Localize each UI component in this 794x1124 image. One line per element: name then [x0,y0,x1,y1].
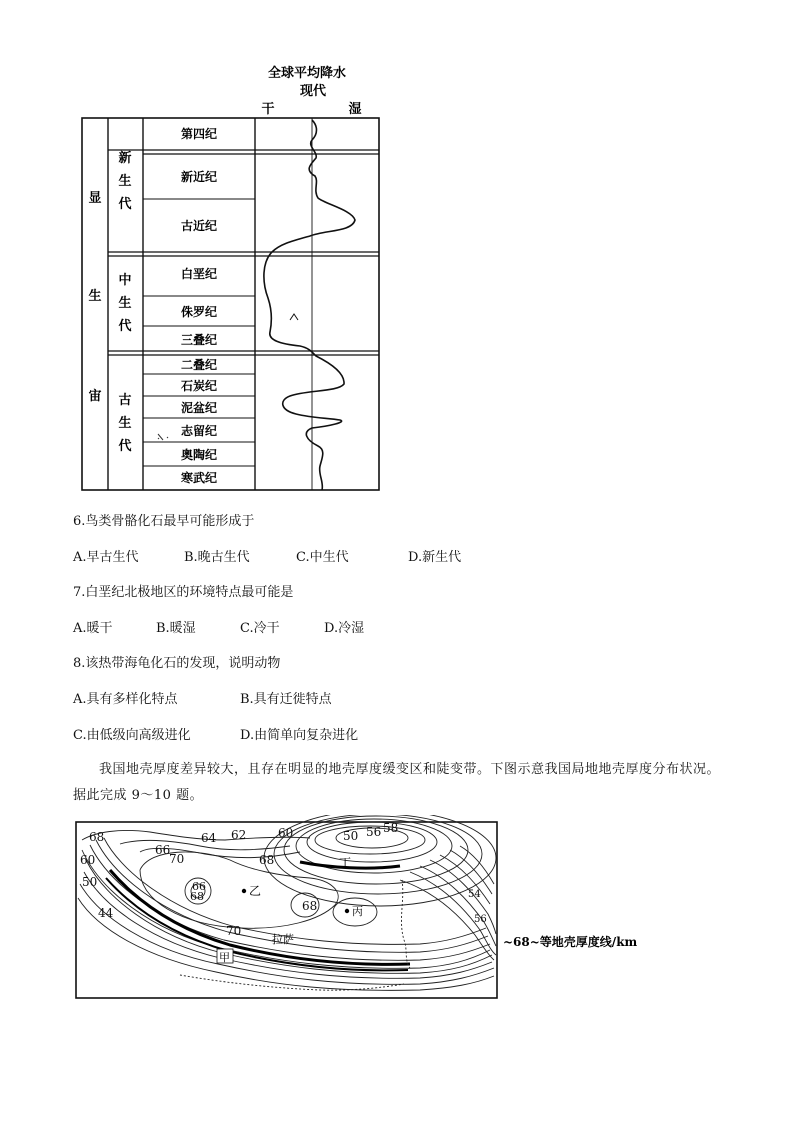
era-char: 代 [118,197,132,212]
place-label: 乙 [249,884,262,898]
period-name: 志留纪 [180,424,218,438]
contour-label: 50 [343,829,359,843]
place-label: 丁 [339,856,352,870]
dry-label: 干 [261,102,275,117]
period-name: 古近纪 [180,219,218,233]
period-name: 侏罗纪 [180,305,218,319]
contour-label: 44 [98,906,114,920]
contour-label: 70 [226,924,242,938]
era-char: 生 [118,296,132,311]
option[interactable]: D.新生代 [408,550,462,565]
era-char: 代 [118,439,132,454]
option[interactable]: C.冷干 [240,621,280,636]
eon-char: 生 [88,289,102,304]
contour-label: 66 [155,843,171,857]
passage-text: 我国地壳厚度差异较大，且存在明显的地壳厚度缓变区和陡变带。下图示意我国局地地壳厚度分布状况。据此完成 9～10 题。 [73,762,721,803]
contour-label: 68 [190,890,204,903]
option[interactable]: A.具有多样化特点 [73,692,178,707]
period-name: 泥盆纪 [180,401,218,415]
period-name: 第四纪 [180,127,218,141]
contour-label: 68 [259,853,275,867]
place-label: 甲 [219,951,230,964]
contour-label: 60 [80,853,96,867]
contour-label: 68 [302,899,318,913]
option[interactable]: D.由简单向复杂进化 [240,728,359,743]
precipitation-curve [264,120,355,490]
contour-label: 56 [366,825,382,839]
contour-label: 56 [474,914,487,925]
period-name: 三叠纪 [180,333,218,347]
period-name: 白垩纪 [180,267,218,281]
period-name: 新近纪 [180,170,218,184]
period-name: 奥陶纪 [180,448,218,462]
contour-label: 58 [383,821,399,835]
era-char: 生 [118,174,132,189]
question-6-stem: 6.鸟类骨骼化石最早可能形成于 [73,514,255,529]
era-char: 生 [118,416,132,431]
question-8-stem: 8.该热带海龟化石的发现，说明动物 [73,656,281,671]
chart-subtitle: 现代 [299,84,327,99]
contour-label: 50 [82,875,98,889]
wet-label: 湿 [348,102,362,117]
option[interactable]: A.暖干 [73,621,113,636]
era-char: 新 [118,151,132,166]
option[interactable]: B.具有迁徙特点 [240,692,332,707]
place-label: 拉萨 [272,933,294,946]
question-7-stem: 7.白垩纪北极地区的环境特点最可能是 [73,585,294,600]
option[interactable]: D.冷湿 [324,621,365,636]
option[interactable]: C.中生代 [296,550,349,565]
option[interactable]: B.暖湿 [156,621,196,636]
contour-label: 64 [201,831,217,845]
eon-char: 宙 [88,389,102,404]
option[interactable]: C.由低级向高级进化 [73,728,191,743]
option[interactable]: A.早古生代 [73,550,139,565]
contour-label: 70 [169,852,185,866]
era-char: 古 [118,393,132,408]
contour-label: 68 [89,830,105,844]
contour-label: 54 [468,889,481,900]
eon-char: 显 [88,191,102,206]
period-name: 寒武纪 [180,471,218,485]
period-name: 石炭纪 [180,379,218,393]
map-legend: ~68~等地壳厚度线/km [503,935,638,949]
contour-label: 66 [192,880,206,893]
contour-label: 60 [278,826,294,840]
era-char: 代 [118,319,132,334]
era-char: 中 [118,273,132,288]
crust-thickness-map [0,815,794,1015]
option[interactable]: B.晚古生代 [184,550,250,565]
geologic-precipitation-chart [0,0,794,500]
period-name: 二叠纪 [180,358,218,372]
chart-title: 全球平均降水 [267,66,347,81]
place-label: 丙 [352,905,363,918]
contour-label: 62 [231,828,247,842]
